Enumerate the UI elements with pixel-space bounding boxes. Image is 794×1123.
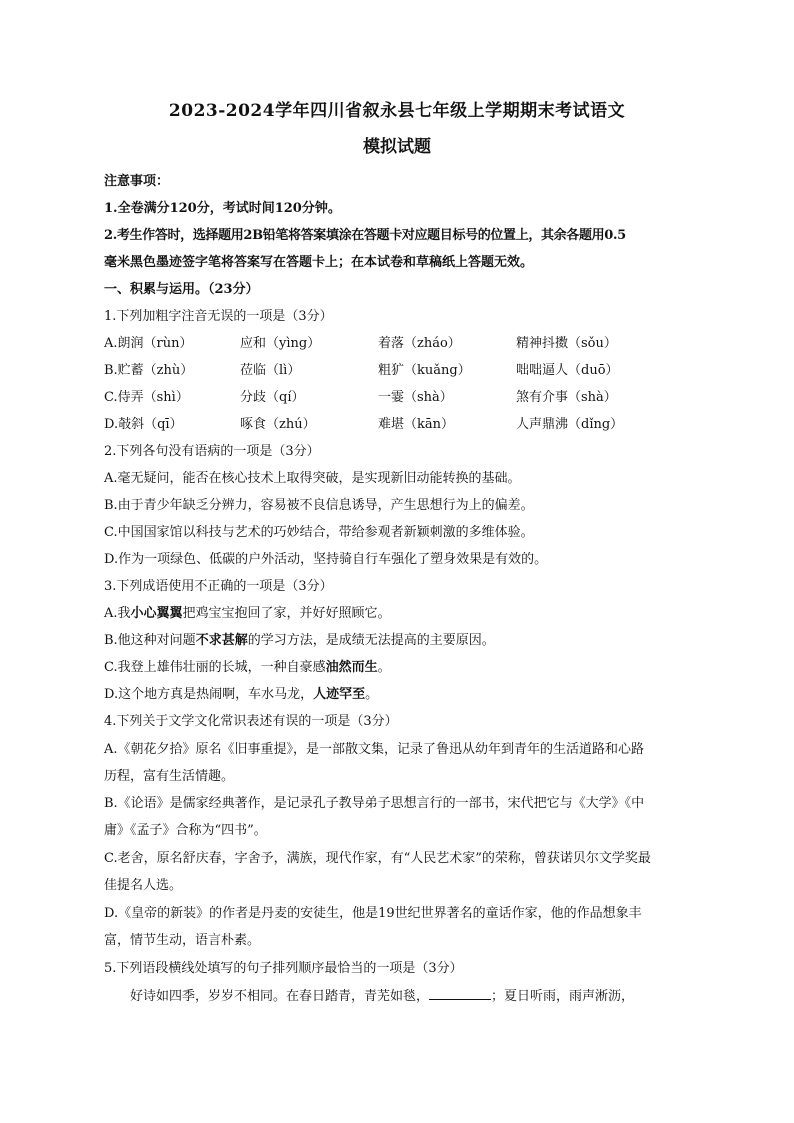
q1-row-d: [104, 413, 704, 431]
q4-option-a-line2: 历程，富有生活情趣。: [104, 769, 235, 784]
q2-stem: 2.下列各句没有语病的一项是（3分）: [104, 444, 320, 459]
q3-d-pre: D.这个地方真是热闹啊，车水马龙，: [104, 687, 314, 702]
q3-option-b: [104, 629, 495, 648]
q4-option-c-line2: 佳提名人选。: [104, 878, 183, 893]
q1-row-a: [104, 332, 704, 350]
q1-row-b: [104, 359, 704, 377]
q1-cell: 咄咄逼人（duō）: [516, 363, 619, 378]
q3-d-idiom: 人迹罕至: [313, 687, 366, 702]
q5-passage-post: ；夏日听雨，雨声淅沥，: [491, 989, 635, 1004]
q3-a-idiom: 小心翼翼: [130, 606, 183, 621]
notice-heading: 注意事项：: [104, 174, 170, 189]
q3-option-d: [104, 683, 378, 702]
q2-option-d: D.作为一项绿色、低碳的户外活动，坚持骑自行车强化了塑身效果是有效的。: [104, 552, 548, 567]
notice-item-2a: 2.考生作答时，选择题用2B铅笔将答案填涂在答题卡对应题目标号的位置上，其余各题用0.5: [104, 228, 626, 243]
q1-cell: 应和（yìng）: [240, 336, 321, 351]
q1-cell: 精神抖擞（sǒu）: [516, 336, 617, 351]
q1-cell: 难堪（kān）: [378, 417, 455, 432]
q4-option-d-line2: 富，情节生动，语言朴素。: [104, 933, 261, 948]
q4-stem: 4.下列关于文学文化常识表述有误的一项是（3分）: [104, 714, 398, 729]
q3-a-pre: A.我: [104, 606, 131, 621]
q3-c-idiom: 油然而生: [325, 660, 378, 675]
q3-stem: 3.下列成语使用不正确的一项是（3分）: [104, 579, 333, 594]
q1-cell: 人声鼎沸（dǐng）: [516, 417, 624, 432]
q1-cell: 分歧（qí）: [240, 390, 305, 405]
q1-cell: A.朗润（rùn）: [104, 336, 193, 351]
q1-cell: 一霎（shà）: [378, 390, 453, 405]
q4-option-b-line2: 庸》《孟子》合称为“四书”。: [104, 823, 267, 838]
q1-row-c: [104, 386, 704, 404]
q3-option-a: [104, 602, 391, 621]
q1-cell: 啄食（zhú）: [240, 417, 316, 432]
notice-item-1: 1.全卷满分120分，考试时间120分钟。: [104, 201, 341, 216]
q5-stem: 5.下列语段横线处填写的句子排列顺序最恰当的一项是（3分）: [104, 961, 463, 976]
q1-cell: B.贮蓄（zhù）: [104, 363, 194, 378]
q3-c-post: 。: [377, 660, 391, 675]
q4-option-a-line1: A.《朝花夕拾》原名《旧事重提》，是一部散文集，记录了鲁迅从幼年到青年的生活道路和心路: [104, 742, 645, 757]
q4-option-b-line1: B.《论语》是儒家经典著作，是记录孔子教导弟子思想言行的一部书，宋代把它与《大学》《中: [104, 796, 645, 811]
q1-cell: C.侍弄（shì）: [104, 390, 189, 405]
q1-cell: 莅临（lì）: [240, 363, 301, 378]
q5-passage-pre: 好诗如四季，岁岁不相同。在春日踏青，青芜如毯，: [130, 989, 430, 1004]
q1-cell: 着落（zháo）: [378, 336, 461, 351]
q1-stem: 1.下列加粗字注音无误的一项是（3分）: [104, 309, 333, 324]
q2-option-b: B.由于青少年缺乏分辨力，容易被不良信息诱导，产生思想行为上的偏差。: [104, 498, 534, 513]
q3-d-post: 。: [365, 687, 379, 702]
q2-option-a: A.毫无疑问，能否在核心技术上取得突破，是实现新旧动能转换的基础。: [104, 471, 521, 486]
q3-b-idiom: 不求甚解: [195, 633, 248, 648]
q1-cell: 煞有介事（shà）: [516, 390, 617, 405]
q1-cell: 粗犷（kuǎng）: [378, 363, 471, 378]
exam-subtitle: 模拟试题: [363, 137, 431, 157]
q1-cell: D.攲斜（qī）: [104, 417, 183, 432]
q5-passage: [130, 985, 634, 1004]
q3-b-post: 的学习方法，是成绩无法提高的主要原因。: [247, 633, 495, 648]
q2-option-c: C.中国国家馆以科技与艺术的巧妙结合，带给参观者新颖刺激的多维体验。: [104, 525, 534, 540]
q3-option-c: [104, 656, 391, 675]
fill-in-blank: [429, 987, 491, 1000]
section-heading: 一、积累与运用。（23分）: [104, 282, 259, 297]
q3-a-post: 把鸡宝宝抱回了家，并好好照顾它。: [182, 606, 391, 621]
notice-item-2b: 毫米黑色墨迹签字笔将答案写在答题卡上；在本试卷和草稿纸上答题无效。: [104, 255, 534, 270]
q3-b-pre: B.他这种对问题: [104, 633, 196, 648]
q4-option-c-line1: C.老舍，原名舒庆春，字舍予，满族，现代作家，有“人民艺术家”的荣称，曾获诺贝尔文学奖最: [104, 851, 651, 866]
exam-title: 2023-2024学年四川省叙永县七年级上学期期末考试语文: [168, 101, 626, 121]
q3-c-pre: C.我登上雄伟壮丽的长城，一种自豪感: [104, 660, 326, 675]
q4-option-d-line1: D.《皇帝的新装》的作者是丹麦的安徒生，他是19世纪世界著名的童话作家，他的作品想象丰: [104, 906, 642, 921]
